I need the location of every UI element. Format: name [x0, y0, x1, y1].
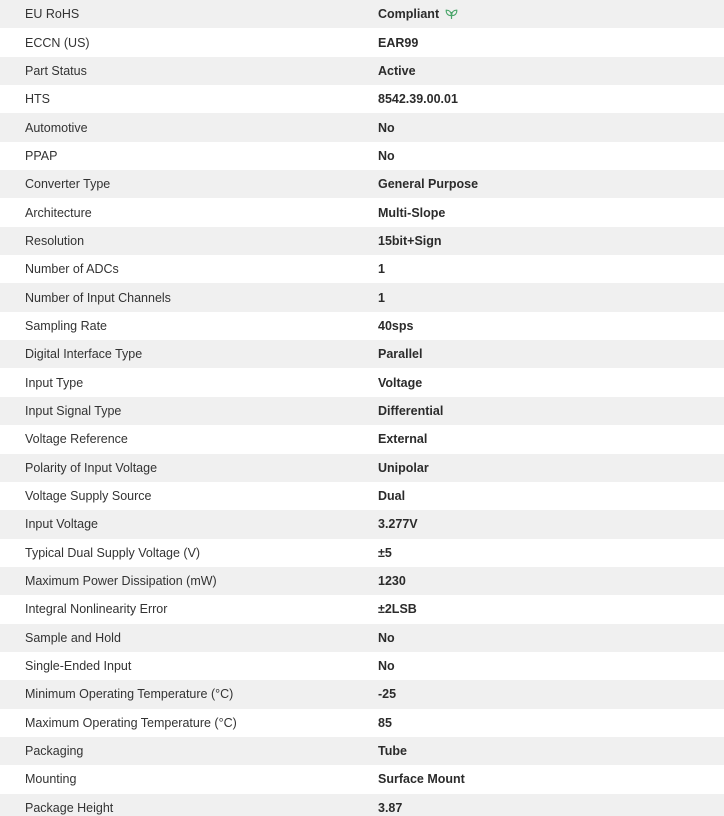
spec-row-15 [0, 425, 724, 453]
spec-row-11 [0, 312, 724, 340]
spec-label: Maximum Power Dissipation (mW) [25, 574, 217, 589]
spec-value [377, 482, 724, 510]
spec-label: Input Type [25, 375, 84, 390]
spec-label: Packaging [25, 744, 84, 759]
spec-value-text: EAR99 [378, 35, 419, 50]
spec-value [377, 312, 724, 340]
leaf-icon [445, 8, 458, 20]
spec-value-text: 3.87 [378, 800, 403, 815]
spec-label: Converter Type [25, 177, 111, 192]
spec-row-8 [0, 227, 724, 255]
spec-row-19 [0, 539, 724, 567]
spec-value-text: 1230 [378, 574, 406, 589]
spec-value [377, 595, 724, 623]
spec-value-text: Dual [378, 489, 406, 504]
spec-value-text: Multi-Slope [378, 205, 446, 220]
spec-value-text: Tube [378, 744, 407, 759]
spec-row-13 [0, 368, 724, 396]
spec-value-text: 1 [378, 262, 385, 277]
spec-label: Automotive [25, 120, 88, 135]
spec-value-text: No [378, 630, 395, 645]
spec-value-text: Active [378, 63, 416, 78]
spec-value-text: -25 [378, 687, 397, 702]
spec-label: Integral Nonlinearity Error [25, 602, 168, 617]
spec-row-12 [0, 340, 724, 368]
spec-value-text: General Purpose [378, 177, 479, 192]
spec-value [377, 454, 724, 482]
spec-value-text: Differential [378, 403, 444, 418]
spec-value [377, 397, 724, 425]
spec-row-23 [0, 652, 724, 680]
spec-value-text: Compliant [378, 7, 440, 22]
spec-row-6 [0, 170, 724, 198]
spec-value [377, 85, 724, 113]
spec-value [377, 170, 724, 198]
spec-row-7 [0, 198, 724, 226]
spec-value [377, 737, 724, 765]
spec-row-21 [0, 595, 724, 623]
spec-value-text: No [378, 659, 395, 674]
spec-row-20 [0, 567, 724, 595]
spec-value [377, 680, 724, 708]
spec-row-3 [0, 85, 724, 113]
spec-row-17 [0, 482, 724, 510]
spec-value [377, 113, 724, 141]
spec-row-2 [0, 57, 724, 85]
spec-value-text: ±2LSB [378, 602, 417, 617]
spec-value [377, 198, 724, 226]
spec-value [377, 624, 724, 652]
spec-row-14 [0, 397, 724, 425]
spec-value-text: No [378, 120, 395, 135]
spec-label: Sample and Hold [25, 630, 121, 645]
spec-row-10 [0, 283, 724, 311]
spec-row-4 [0, 113, 724, 141]
spec-row-16 [0, 454, 724, 482]
spec-value [377, 510, 724, 538]
spec-value [377, 57, 724, 85]
spec-row-1 [0, 28, 724, 56]
spec-value [377, 142, 724, 170]
spec-value [377, 283, 724, 311]
spec-value-text: Unipolar [378, 460, 429, 475]
spec-row-5 [0, 142, 724, 170]
spec-row-9 [0, 255, 724, 283]
spec-label: Mounting [25, 772, 77, 787]
spec-label: Digital Interface Type [25, 347, 143, 362]
spec-row-0 [0, 0, 724, 28]
spec-label: Number of Input Channels [25, 290, 171, 305]
spec-label: EU RoHS [25, 7, 80, 22]
spec-label: Single-Ended Input [25, 659, 132, 674]
spec-value [377, 227, 724, 255]
spec-label: ECCN (US) [25, 35, 90, 50]
spec-label: Polarity of Input Voltage [25, 460, 158, 475]
spec-value-text: 3.277V [378, 517, 418, 532]
spec-label: Typical Dual Supply Voltage (V) [25, 545, 201, 560]
spec-value-text: 40sps [378, 318, 414, 333]
spec-label: Part Status [25, 63, 87, 78]
spec-row-25 [0, 709, 724, 737]
spec-value [377, 652, 724, 680]
spec-label: Package Height [25, 800, 114, 815]
spec-value-text: Parallel [378, 347, 423, 362]
spec-value [377, 567, 724, 595]
spec-value-text: Voltage [378, 375, 423, 390]
spec-value-text: 15bit+Sign [378, 233, 442, 248]
spec-row-26 [0, 737, 724, 765]
spec-value-text: ±5 [378, 545, 392, 560]
spec-label: Minimum Operating Temperature (°C) [25, 687, 234, 702]
spec-value-text: 8542.39.00.01 [378, 92, 458, 107]
spec-row-24 [0, 680, 724, 708]
spec-label: Number of ADCs [25, 262, 119, 277]
spec-label: HTS [25, 92, 50, 107]
spec-label: Resolution [25, 233, 85, 248]
spec-label: PPAP [25, 148, 58, 163]
spec-value-text: Surface Mount [378, 772, 465, 787]
spec-label: Voltage Supply Source [25, 489, 152, 504]
spec-value [377, 765, 724, 793]
spec-value [377, 794, 724, 816]
spec-value [377, 709, 724, 737]
spec-label: Voltage Reference [25, 432, 128, 447]
spec-value [377, 0, 724, 28]
spec-label: Sampling Rate [25, 318, 107, 333]
spec-value [377, 340, 724, 368]
spec-row-28 [0, 794, 724, 816]
spec-value-text: 85 [378, 715, 392, 730]
spec-row-22 [0, 624, 724, 652]
spec-label: Input Voltage [25, 517, 98, 532]
spec-value [377, 425, 724, 453]
spec-value [377, 28, 724, 56]
spec-value-text: External [378, 432, 428, 447]
spec-value [377, 255, 724, 283]
spec-label: Input Signal Type [25, 403, 122, 418]
spec-label: Architecture [25, 205, 92, 220]
spec-row-18 [0, 510, 724, 538]
spec-value [377, 539, 724, 567]
spec-value-text: 1 [378, 290, 385, 305]
spec-value [377, 368, 724, 396]
spec-value-text: No [378, 148, 395, 163]
spec-label: Maximum Operating Temperature (°C) [25, 715, 237, 730]
spec-row-27 [0, 765, 724, 793]
